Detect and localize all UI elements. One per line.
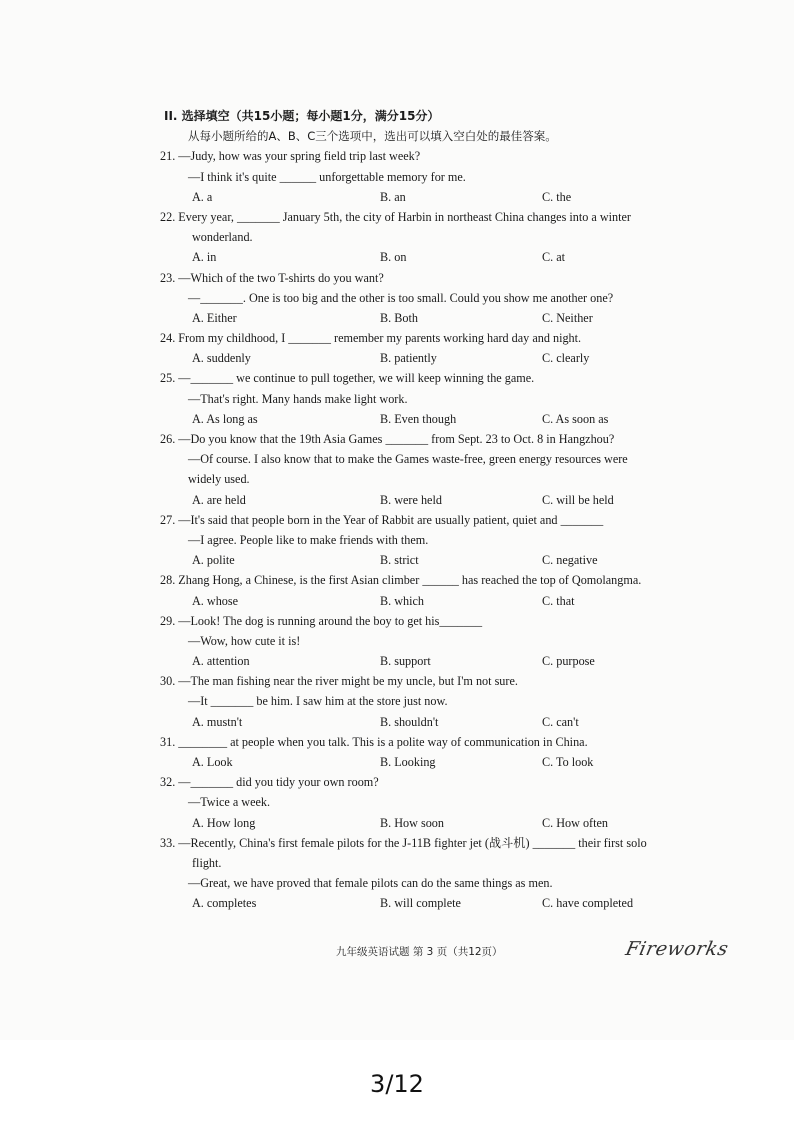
question-30	[160, 671, 720, 732]
option-a: A. a	[192, 189, 213, 204]
option-a: A. mustn't	[192, 714, 243, 729]
question-21	[160, 146, 720, 207]
option-row	[160, 752, 720, 772]
option-a: A. Look	[192, 755, 233, 769]
section-instruction: 从每小题所给的A、B、C三个选项中，选出可以填入空白处的最佳答案。	[188, 129, 557, 144]
option-a: A. suddenly	[192, 351, 251, 366]
question-24	[160, 328, 720, 368]
option-b: B. patiently	[380, 351, 437, 366]
question-stem: 30. —The man fishing near the river might be my uncle, but I'm not sure.	[160, 674, 518, 689]
question-stem: 24. From my childhood, I _______ remember my parents working hard day and night.	[160, 331, 582, 346]
option-c: C. clearly	[542, 351, 590, 366]
option-b: B. support	[380, 654, 431, 669]
option-a: A. attention	[192, 654, 250, 669]
option-b: B. which	[380, 593, 425, 608]
option-b: B. shouldn't	[380, 714, 439, 729]
question-28	[160, 570, 720, 610]
question-29	[160, 611, 720, 672]
option-c: C. Neither	[542, 310, 593, 325]
option-b: B. Both	[380, 310, 418, 325]
option-row	[160, 550, 720, 570]
option-b: B. How soon	[380, 815, 444, 830]
option-c: C. the	[542, 189, 572, 204]
option-c: C. To look	[542, 755, 594, 769]
option-a: A. As long as	[192, 411, 258, 426]
option-b: B. will complete	[380, 896, 461, 911]
option-a: A. in	[192, 250, 217, 265]
question-reply: —Great, we have proved that female pilots can do the same things as men.	[188, 876, 553, 891]
option-c: C. How often	[542, 815, 609, 830]
question-stem: 25. —_______ we continue to pull together, we will keep winning the game.	[160, 371, 535, 386]
section-title: II. 选择填空（共15小题；每小题1分，满分15分）	[164, 109, 440, 123]
option-a: A. whose	[192, 593, 239, 608]
option-a: A. How long	[192, 815, 256, 830]
option-b: B. strict	[380, 553, 419, 568]
question-reply-cont: widely used.	[188, 472, 250, 487]
watermark-logo: Fireworks	[623, 938, 731, 960]
option-row	[160, 591, 720, 611]
question-stem: 31. ________ at people when you talk. This is a polite way of communication in China.	[160, 734, 588, 749]
question-stem: 22. Every year, _______ January 5th, the city of Harbin in northeast China changes into a winter	[160, 209, 631, 224]
option-row	[160, 308, 720, 328]
option-row	[160, 409, 720, 429]
option-c: C. at	[542, 250, 566, 265]
option-b: B. Even though	[380, 411, 457, 426]
option-c: C. As soon as	[542, 411, 609, 426]
option-b: B. on	[380, 250, 407, 265]
option-row	[160, 651, 720, 671]
option-c: C. will be held	[542, 492, 614, 507]
option-c: C. purpose	[542, 654, 595, 669]
question-reply: —I agree. People like to make friends with them.	[188, 532, 429, 547]
option-row	[160, 348, 720, 368]
question-reply: —Wow, how cute it is!	[188, 633, 301, 648]
question-stem: 33. —Recently, China's first female pilots for the J-11B fighter jet (战斗机) _______ their first solo	[160, 835, 647, 850]
option-c: C. that	[542, 593, 575, 608]
question-27	[160, 510, 720, 571]
question-stem: 32. —_______ did you tidy your own room?	[160, 775, 379, 790]
option-a: A. polite	[192, 553, 235, 568]
page-footer: 九年级英语试题 第 3 页（共12页）	[336, 946, 503, 958]
option-c: C. can't	[542, 714, 579, 729]
question-reply: —It _______ be him. I saw him at the store just now.	[188, 694, 448, 709]
option-row	[160, 712, 720, 732]
question-33	[160, 833, 720, 914]
question-reply: —_______. One is too big and the other is too small. Could you show me another one?	[188, 290, 614, 305]
question-stem: 28. Zhang Hong, a Chinese, is the first Asian climber ______ has reached the top of Qomolangma.	[160, 573, 642, 588]
question-31	[160, 732, 720, 772]
option-c: C. have completed	[542, 896, 634, 911]
option-b: B. were held	[380, 492, 442, 507]
option-c: C. negative	[542, 553, 598, 568]
question-25	[160, 368, 720, 429]
option-row	[160, 247, 720, 267]
question-stem: 21. —Judy, how was your spring field trip last week?	[160, 149, 421, 164]
option-b: B. Looking	[380, 755, 436, 769]
page-counter: 3/12	[370, 1070, 424, 1098]
question-stem-cont: flight.	[192, 855, 222, 870]
question-stem: 23. —Which of the two T-shirts do you want?	[160, 270, 384, 285]
question-stem: 27. —It's said that people born in the Year of Rabbit are usually patient, quiet and _______	[160, 512, 604, 527]
question-stem: 26. —Do you know that the 19th Asia Games _______ from Sept. 23 to Oct. 8 in Hangzhou?	[160, 432, 615, 446]
exam-content	[160, 106, 720, 914]
option-a: A. completes	[192, 896, 257, 911]
question-reply: —Twice a week.	[188, 795, 271, 810]
option-row	[160, 893, 720, 913]
option-row	[160, 490, 720, 510]
question-reply: —That's right. Many hands make light work.	[188, 391, 408, 406]
option-b: B. an	[380, 189, 406, 204]
option-row	[160, 813, 720, 833]
question-26	[160, 429, 720, 510]
question-22	[160, 207, 720, 268]
question-reply: —I think it's quite ______ unforgettable memory for me.	[188, 169, 466, 184]
option-row	[160, 187, 720, 207]
question-32	[160, 772, 720, 833]
question-stem: 29. —Look! The dog is running around the boy to get his_______	[160, 613, 483, 628]
question-23	[160, 268, 720, 329]
option-a: A. are held	[192, 492, 246, 507]
option-a: A. Either	[192, 310, 237, 325]
question-reply: —Of course. I also know that to make the Games waste-free, green energy resources were	[188, 452, 628, 467]
question-stem-cont: wonderland.	[192, 230, 253, 245]
